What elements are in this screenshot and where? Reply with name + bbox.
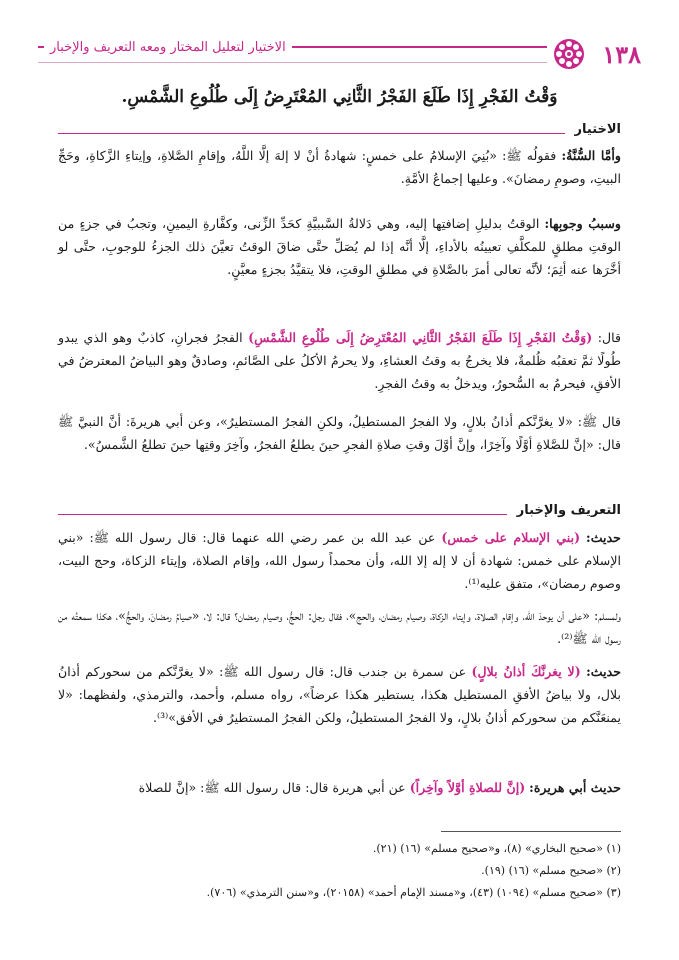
section-label: التعريف والإخبار — [507, 503, 621, 518]
paragraph-lead: حديث: — [586, 664, 621, 679]
section-rule — [58, 133, 621, 134]
paragraph-text: عن سمرة بن جندب قال: قال رسول الله ﷺ: «لا يغرَّنَّكم من سحوركم أذانُ بلال، ولا بياضُ الأفقِ المستطيل هكذا، يستطير هكذا عرضاً»، رواه مسلم، وأحمد، والترمذي، ولفظهما: «لا يمنعَنَّكم من سحوركم أذانُ بلالٍ، ولا الفجرُ المستطيلُ، ولكن الفجرُ المستطيرُ في الأفق»⁽³⁾. — [58, 664, 621, 725]
paragraph-muslim: ولمسلم: «على أن يوحدَ الله، وإقام الصلاة، وإيتاء الزكاة، وصيام رمضان، والحج»، فقال رجل: الحجُّ، وصيام رمضان؟ قال: لا، «صيامُ رمضانَ، والحجُّ»، هكذا سمعتُه من رسول الله ﷺ⁽²⁾. — [58, 608, 621, 646]
paragraph-text: فقولُه ﷺ: «بُنِيَ الإسلامُ على خمسٍ: شهادةُ أنْ لا إلهَ إلَّا اللَّهُ، وإقامِ الصَّلاةِ، وإيتاءِ الزَّكاةِ، وحَجِّ البيتِ، وصومِ رمضانَ». وعليها إجماعُ الأمَّةِ. — [58, 148, 621, 186]
paragraph-sunnah — [58, 144, 621, 190]
paragraph-quote: (لا يغرنَّكَ أذانُ بلالٍ) — [471, 664, 581, 679]
footnote-rule — [441, 831, 621, 832]
paragraph-quote: (إنَّ للصلاةِ أوَّلاً وآخِراً) — [409, 780, 526, 795]
running-title: الاختيار لتعليل المختار ومعه التعريف والإخبار — [44, 40, 292, 55]
paragraph-text: عن عبد الله بن عمر رضي الله عنهما قال: قال رسول الله ﷺ: «بني الإسلام على خمس: شهادة أن لا إله إلا الله، وأن محمداً رسول الله، وإقام الصلاة، وإيتاء الزكاة، وحج البيت، وصوم رمضان»، متفق عليه⁽¹⁾. — [58, 530, 622, 591]
paragraph-lead: قال: — [597, 330, 621, 345]
rosette-emblem-icon — [553, 38, 585, 70]
paragraph-sabab — [58, 212, 621, 281]
paragraph-fajr — [58, 326, 621, 395]
paragraph-hadith-samura — [58, 660, 621, 729]
section-label: الاختيار — [565, 122, 621, 137]
paragraph-lead: وأمَّا السُّنَّةُ: — [561, 148, 621, 163]
section-ikhtiyar — [58, 122, 621, 142]
page-number: ١٣٨ — [602, 40, 641, 69]
paragraph-quote: (وَقْتُ الفَجْرِ إِذَا طَلَعَ الفَجْرُ الثَّانِي المُعْتَرِضُ إِلَى طُلُوعِ الشَّمْسِ) — [248, 330, 593, 345]
footnote-1: (١) «صحيح البخاري» (٨)، و«صحيح مسلم» (١٦) (٢١). — [372, 842, 621, 855]
paragraph-text: عن أبي هريرة قال: قال رسول الله ﷺ: «إنَّ للصلاة — [138, 780, 406, 795]
footnote-3: (٣) «صحيح مسلم» (١٠٩٤) (٤٣)، و«مسند الإمام أحمد» (٢٠١٥٨)، و«سنن الترمذي» (٧٠٦). — [206, 886, 621, 899]
paragraph-lead: حديث: — [586, 530, 621, 545]
paragraph-lead: وسببُ وجوبِها: — [544, 216, 621, 231]
paragraph-hadith-abu-hurayra — [58, 776, 621, 799]
paragraph-text: الفجرُ فجرانِ، كاذبٌ وهو الذي يبدو طُولًا ثمَّ تعقبُه ظُلمةٌ، فلا يخرجُ به وقتُ العشاءِ، ولا يحرمُ الأكلُ على الصَّائمِ، وصادقٌ وهو البياضُ المعترضُ في الأفقِ، فيحرمُ به السُّحورُ، ويدخلُ به وقتُ الفجرِ. — [58, 330, 621, 391]
matn-text: وَقْتُ الفَجْرِ إِذَا طَلَعَ الفَجْرُ الثَّانِي المُعْتَرِضُ إِلَى طُلُوعِ الشَّمْسِ. — [121, 87, 558, 107]
paragraph-hadith-islam — [58, 526, 621, 595]
paragraph-text: الوقتُ بدليلِ إضافتِها إليه، وهي دَلالةُ السَّببيَّةِ كحَدِّ الزِّنى، وكفَّارةِ اليمينِ، وتجبُ في جزءٍ من الوقتِ مطلقٍ للمكلَّفِ تعيينُه بالأداءِ، إلَّا أنَّه إذا لم يُصَلِّ حتَّى ضاقَ الوقتُ تعيَّنَ ذلك الجزءُ للوجوبِ، حتَّى لو أخَّرَها عنه أثِمَ؛ لأنَّه تعالى أمرَ بالصَّلاةِ في مطلقِ الوقتِ، فلا يتقيَّدُ بجزءٍ معيَّنٍ. — [58, 216, 621, 277]
section-tarif — [58, 503, 621, 523]
footnote-2: (٢) «صحيح مسلم» (١٦) (١٩). — [481, 864, 621, 877]
paragraph-hadith-bilal: قال ﷺ: «لا يغرَّنَّكم أذانُ بلالٍ، ولا الفجرُ المستطيلُ، ولكنِ الفجرُ المستطيرُ»، وعن أبي هريرةَ: أنَّ النبيَّ ﷺ قال: «إنَّ للصَّلاةِ أوَّلًا وآخِرًا، وإنَّ أوَّلَ وقتِ صلاةِ الفجرِ حينَ يطلعُ الفجرُ، وآخِرَ وقتِها حينَ تطلعُ الشَّمسُ». — [58, 414, 621, 452]
paragraph-lead: حديث أبي هريرة: — [529, 780, 621, 795]
paragraph-quote: (بني الإسلام على خمس) — [441, 530, 581, 545]
page-header — [38, 36, 641, 80]
